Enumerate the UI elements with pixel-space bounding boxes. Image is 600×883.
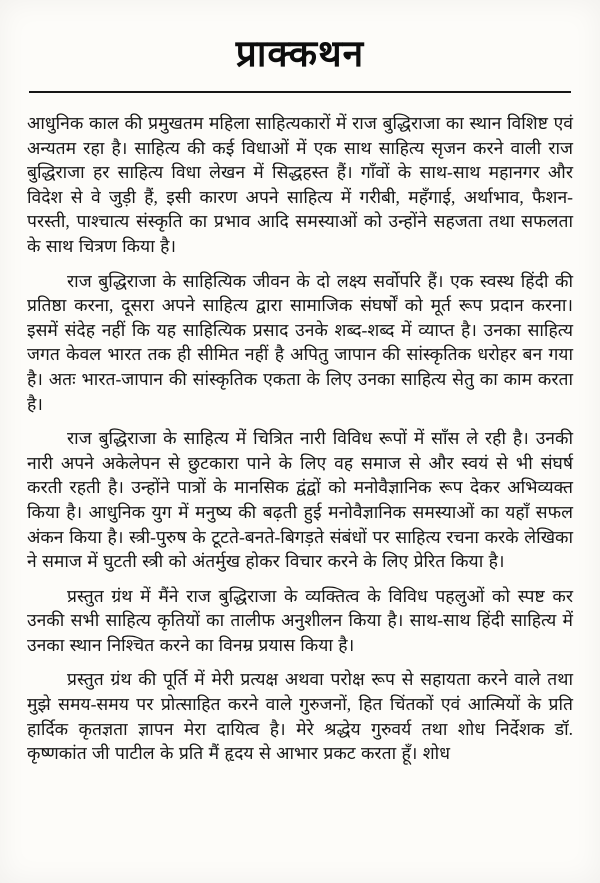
preface-paragraph: राज बुद्धिराजा के साहित्य में चित्रित नारी विविध रूपों में साँस ले रही है। उनकी नारी अपने अकेलेपन से छुटकारा पाने के लिए वह समाज से और स्वयं से भी संघर्ष करती रहती है। उन्होंने पात्रों के मानसिक द्वंद्वों को मनोवैज्ञानिक रूप देकर अभिव्यक्त किया है। आधुनिक युग में मनुष्य की बढ़ती हुई मनोवैज्ञानिक समस्याओं का यहाँ सफल अंकन किया है। स्त्री-पुरुष के टूटते-बनते-बिगड़ते संबंधों पर साहित्य रचना करके लेखिका ने समाज में घुटती स्त्री को अंतर्मुख होकर विचार करने के लिए प्रेरित किया है।	[27, 428, 573, 572]
page-title: प्राक्कथन	[235, 34, 365, 75]
preface-paragraph: आधुनिक काल की प्रमुखतम महिला साहित्यकारों में राज बुद्धिराजा का स्थान विशिष्ट एवं अन्यतम रहा है। साहित्य की कई विधाओं में एक साथ साहित्य सृजन करने वाली राज बुद्धिराजा हर साहित्य विधा लेखन में सिद्धहस्त हैं। गाँवों के साथ-साथ महानगर और विदेश से वे जुड़ी हैं, इसी कारण अपने साहित्य में गरीबी, महँगाई, अर्थाभाव, फैशन-परस्ती, पाश्चात्य संस्कृति का प्रभाव आदि समस्याओं को उन्होंने सहजता तथा सफलता के साथ चित्रण किया है।	[27, 113, 573, 256]
preface-paragraph: प्रस्तुत ग्रंथ में मैंने राज बुद्धिराजा के व्यक्तित्व के विविध पहलुओं को स्पष्ट कर उनकी सभी साहित्य कृतियों का तालीफ अनुशीलन किया है। साथ-साथ हिंदी साहित्य में उनका स्थान निश्चित करने का विनम्र प्रयास किया है।	[27, 585, 573, 655]
title-underline	[29, 91, 571, 93]
preface-body	[27, 111, 573, 766]
preface-paragraph: राज बुद्धिराजा के साहित्यिक जीवन के दो लक्ष्य सर्वोपरि हैं। एक स्वस्थ हिंदी की प्रतिष्ठा करना, दूसरा अपने साहित्य द्वारा सामाजिक संघर्षों को मूर्त रूप प्रदान करना। इसमें संदेह नहीं कि यह साहित्यिक प्रसाद उनके शब्द-शब्द में व्याप्त है। उनका साहित्य जगत केवल भारत तक ही सीमित नहीं है अपितु जापान की सांस्कृतिक धरोहर बन गया है। अतः भारत-जापान की सांस्कृतिक एकता के लिए उनका साहित्य सेतु का काम करता है।	[27, 270, 573, 414]
preface-paragraph: प्रस्तुत ग्रंथ की पूर्ति में मेरी प्रत्यक्ष अथवा परोक्ष रूप से सहायता करने वाले तथा मुझे समय-समय पर प्रोत्साहित करने वाले गुरुजनों, हित चिंतकों एवं आत्मियों के प्रति हार्दिक कृतज्ञता ज्ञापन मेरा दायित्व है। मेरे श्रद्धेय गुरुवर्य तथा शोध निर्देशक डॉ. कृष्णकांत जी पाटील के प्रति मैं हृदय से आभार प्रकट करता हूँ। शोध	[27, 669, 573, 764]
